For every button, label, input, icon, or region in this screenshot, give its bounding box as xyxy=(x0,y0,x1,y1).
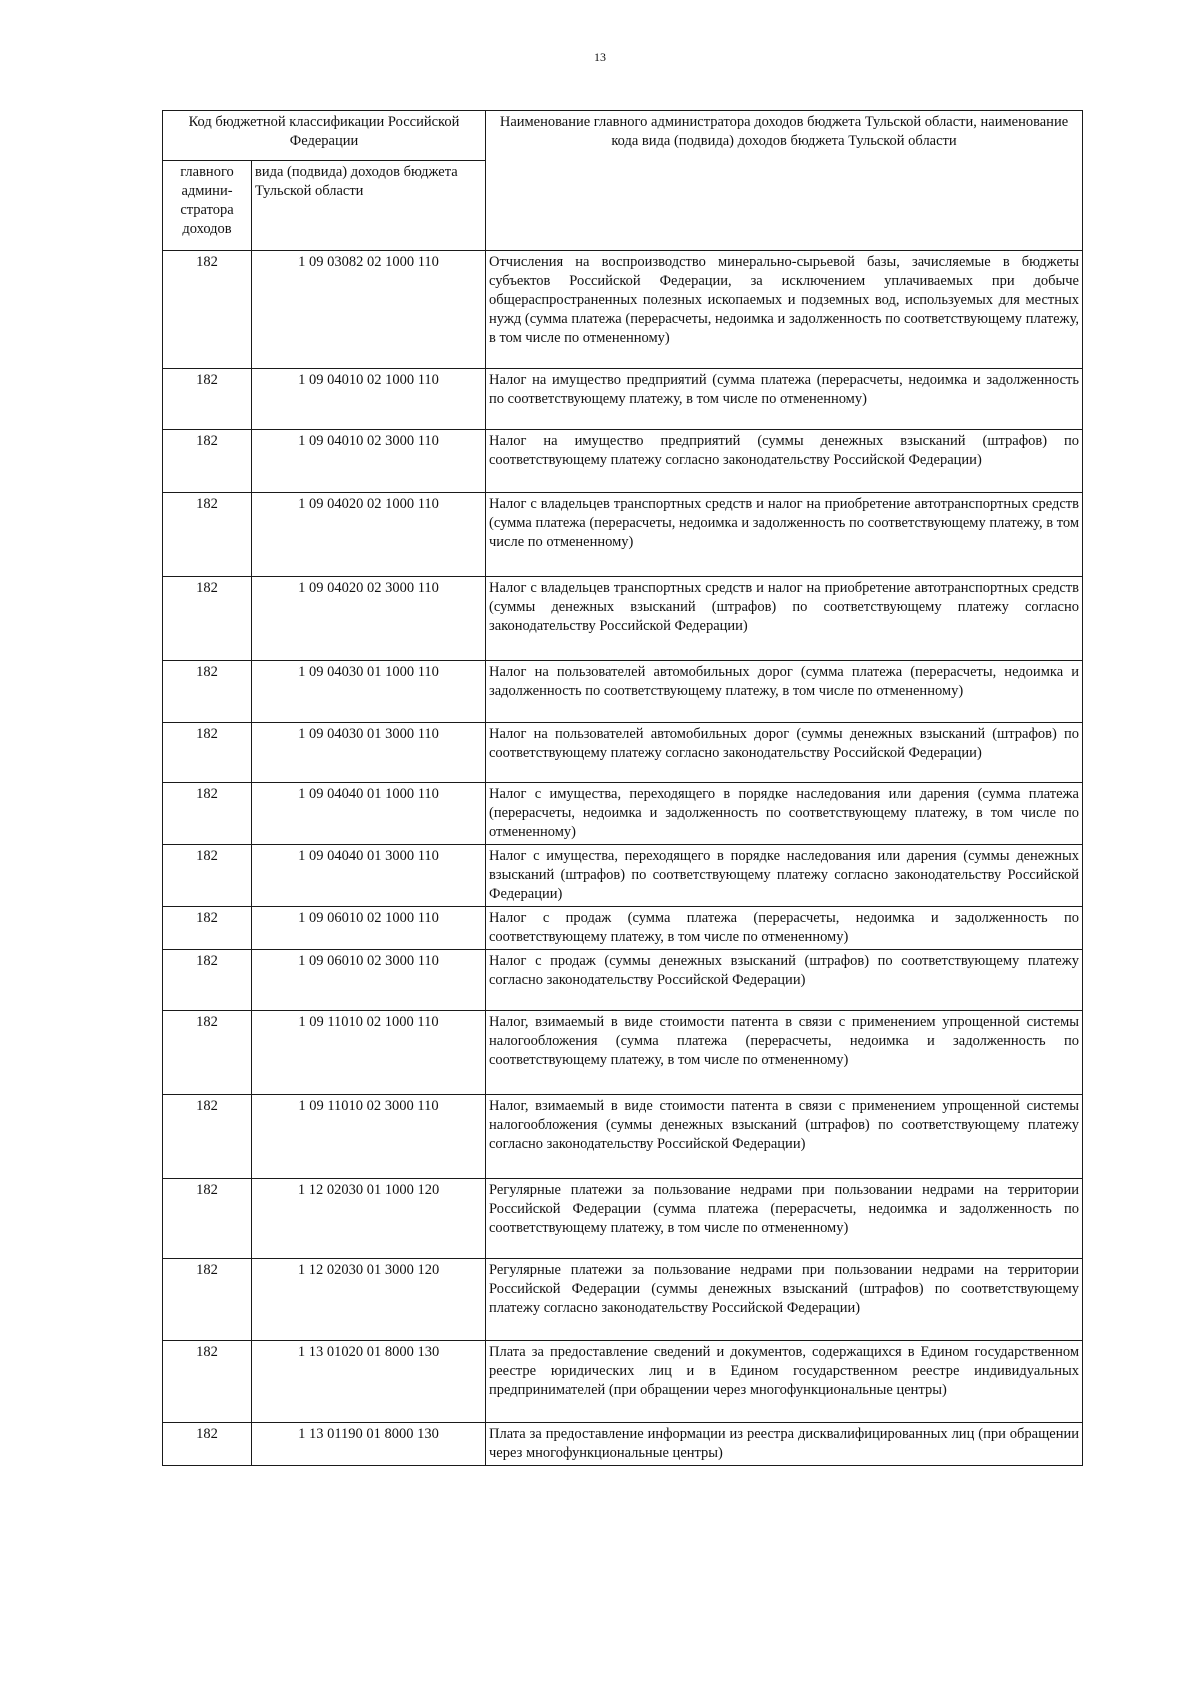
revenue-code-cell: 1 09 04020 02 1000 110 xyxy=(252,493,486,577)
table-row xyxy=(163,1259,1083,1341)
revenue-name-cell: Регулярные платежи за пользование недрами при пользовании недрами на территории Российской Федерации (суммы денежных взысканий (штрафов) по соответствующему платежу согласно законодательству Российской Федерации) xyxy=(486,1259,1083,1341)
admin-code-cell: 182 xyxy=(163,430,252,493)
admin-code-cell: 182 xyxy=(163,251,252,369)
revenue-code-cell: 1 09 03082 02 1000 110 xyxy=(252,251,486,369)
revenue-name-cell: Плата за предоставление сведений и документов, содержащихся в Едином государственном реестре юридических лиц и в Едином государственном реестре индивидуальных предпринимателей (при обращении через многофункциональные центры) xyxy=(486,1341,1083,1423)
admin-code-cell: 182 xyxy=(163,845,252,907)
page-number: 13 xyxy=(594,50,606,64)
revenue-code-cell: 1 09 11010 02 1000 110 xyxy=(252,1011,486,1095)
revenue-code-cell: 1 09 11010 02 3000 110 xyxy=(252,1095,486,1179)
revenue-code-cell: 1 09 06010 02 1000 110 xyxy=(252,907,486,950)
admin-code-cell: 182 xyxy=(163,1095,252,1179)
table-row xyxy=(163,907,1083,950)
revenue-code-cell: 1 09 04030 01 1000 110 xyxy=(252,661,486,723)
revenue-code-cell: 1 09 04030 01 3000 110 xyxy=(252,723,486,783)
admin-code-cell: 182 xyxy=(163,1423,252,1466)
header-administrator-name: Наименование главного администратора доходов бюджета Тульской области, наименование кода вида (подвида) доходов бюджета Тульской области xyxy=(486,111,1083,251)
revenue-name-cell: Налог, взимаемый в виде стоимости патента в связи с применением упрощенной системы налогообложения (сумма платежа (перерасчеты, недоимка и задолженность по соответствующему платежу, в том числе по отмененному) xyxy=(486,1011,1083,1095)
table-row xyxy=(163,577,1083,661)
revenue-code-cell: 1 09 04010 02 1000 110 xyxy=(252,369,486,430)
revenue-name-cell: Налог с владельцев транспортных средств и налог на приобретение автотранспортных средств (суммы денежных взысканий (штрафов) по соответствующему платежу согласно законодательству Российской Федерации) xyxy=(486,577,1083,661)
table-row xyxy=(163,950,1083,1011)
admin-code-cell: 182 xyxy=(163,1179,252,1259)
revenue-name-cell: Налог с продаж (суммы денежных взысканий (штрафов) по соответствующему платежу согласно законодательству Российской Федерации) xyxy=(486,950,1083,1011)
revenue-code-cell: 1 09 04010 02 3000 110 xyxy=(252,430,486,493)
table-header-row xyxy=(163,111,1083,161)
revenue-code-cell: 1 13 01190 01 8000 130 xyxy=(252,1423,486,1466)
revenue-name-cell: Налог с имущества, переходящего в порядке наследования или дарения (сумма платежа (перерасчеты, недоимка и задолженность по соответствующему платежу, в том числе по отмененному) xyxy=(486,783,1083,845)
table-row xyxy=(163,661,1083,723)
admin-code-cell: 182 xyxy=(163,369,252,430)
header-budget-classification: Код бюджетной классификации Российской Федерации xyxy=(163,111,486,161)
table-row xyxy=(163,783,1083,845)
admin-code-cell: 182 xyxy=(163,907,252,950)
admin-code-cell: 182 xyxy=(163,1259,252,1341)
table-row xyxy=(163,369,1083,430)
revenue-code-cell: 1 12 02030 01 3000 120 xyxy=(252,1259,486,1341)
revenue-name-cell: Налог на пользователей автомобильных дорог (суммы денежных взысканий (штрафов) по соответствующему платежу согласно законодательству Российской Федерации) xyxy=(486,723,1083,783)
table-row xyxy=(163,430,1083,493)
revenue-name-cell: Налог на имущество предприятий (сумма платежа (перерасчеты, недоимка и задолженность по соответствующему платежу, в том числе по отмененному) xyxy=(486,369,1083,430)
admin-code-cell: 182 xyxy=(163,723,252,783)
admin-code-cell: 182 xyxy=(163,1341,252,1423)
table-row xyxy=(163,1341,1083,1423)
revenue-name-cell: Налог, взимаемый в виде стоимости патента в связи с применением упрощенной системы налогообложения (суммы денежных взысканий (штрафов) по соответствующему платежу согласно законодательству Российской Федерации) xyxy=(486,1095,1083,1179)
table-row xyxy=(163,845,1083,907)
revenue-name-cell: Налог с имущества, переходящего в порядке наследования или дарения (суммы денежных взысканий (штрафов) по соответствующему платежу согласно законодательству Российской Федерации) xyxy=(486,845,1083,907)
admin-code-cell: 182 xyxy=(163,493,252,577)
admin-code-cell: 182 xyxy=(163,950,252,1011)
revenue-code-cell: 1 13 01020 01 8000 130 xyxy=(252,1341,486,1423)
table-row xyxy=(163,1011,1083,1095)
revenue-name-cell: Плата за предоставление информации из реестра дисквалифицированных лиц (при обращении через многофункциональные центры) xyxy=(486,1423,1083,1466)
header-main-administrator: главного админи-стратора доходов xyxy=(163,161,252,251)
revenue-name-cell: Налог на пользователей автомобильных дорог (сумма платежа (перерасчеты, недоимка и задолженность по соответствующему платежу, в том числе по отмененному) xyxy=(486,661,1083,723)
revenue-code-cell: 1 09 04020 02 3000 110 xyxy=(252,577,486,661)
revenue-code-cell: 1 09 06010 02 3000 110 xyxy=(252,950,486,1011)
table-row xyxy=(163,493,1083,577)
revenue-name-cell: Налог на имущество предприятий (суммы денежных взысканий (штрафов) по соответствующему платежу согласно законодательству Российской Федерации) xyxy=(486,430,1083,493)
revenue-name-cell: Регулярные платежи за пользование недрами при пользовании недрами на территории Российской Федерации (сумма платежа (перерасчеты, недоимка и задолженность по соответствующему платежу, в том числе по отмененному) xyxy=(486,1179,1083,1259)
revenue-code-table xyxy=(162,110,1083,1466)
revenue-code-cell: 1 12 02030 01 1000 120 xyxy=(252,1179,486,1259)
table-body xyxy=(163,251,1083,1466)
revenue-code-cell: 1 09 04040 01 1000 110 xyxy=(252,783,486,845)
revenue-name-cell: Отчисления на воспроизводство минерально-сырьевой базы, зачисляемые в бюджеты субъектов Российской Федерации, за исключением уплачиваемых при добыче общераспространенных полезных ископаемых и подземных вод, используемых для местных нужд (сумма платежа (перерасчеты, недоимка и задолженность по соответствующему платежу, в том числе по отмененному) xyxy=(486,251,1083,369)
table-row xyxy=(163,723,1083,783)
admin-code-cell: 182 xyxy=(163,783,252,845)
admin-code-cell: 182 xyxy=(163,661,252,723)
revenue-code-cell: 1 09 04040 01 3000 110 xyxy=(252,845,486,907)
table-row xyxy=(163,1095,1083,1179)
table-row xyxy=(163,1179,1083,1259)
admin-code-cell: 182 xyxy=(163,1011,252,1095)
revenue-name-cell: Налог с продаж (сумма платежа (перерасчеты, недоимка и задолженность по соответствующему платежу, в том числе по отмененному) xyxy=(486,907,1083,950)
table-row xyxy=(163,251,1083,369)
admin-code-cell: 182 xyxy=(163,577,252,661)
revenue-name-cell: Налог с владельцев транспортных средств и налог на приобретение автотранспортных средств (сумма платежа (перерасчеты, недоимка и задолженность по соответствующему платежу, в том числе по отмененному) xyxy=(486,493,1083,577)
header-revenue-type-code: вида (подвида) доходов бюджета Тульской области xyxy=(252,161,486,251)
table-row xyxy=(163,1423,1083,1466)
